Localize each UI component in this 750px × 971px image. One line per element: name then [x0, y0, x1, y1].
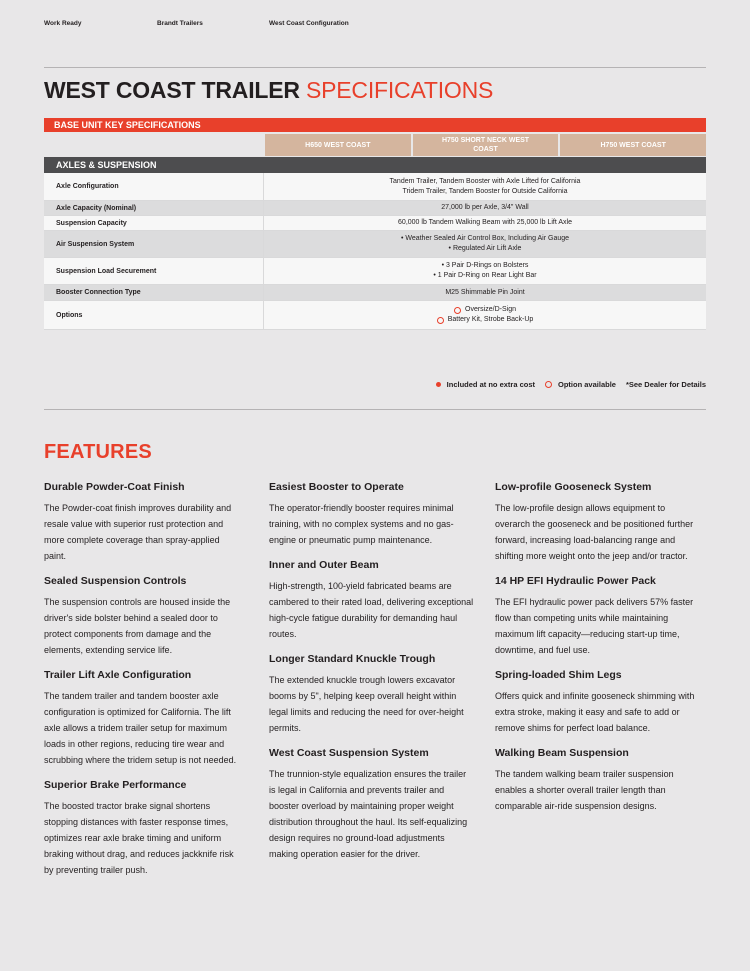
title-main: WEST COAST TRAILER: [44, 77, 300, 103]
feature-heading: Durable Powder-Coat Finish: [44, 481, 185, 493]
feature-heading: Low-profile Gooseneck System: [495, 481, 652, 493]
feature-heading: Spring-loaded Shim Legs: [495, 669, 622, 681]
page-title: [44, 77, 493, 104]
features-column-3: [495, 481, 700, 825]
features-title: FEATURES: [44, 441, 152, 463]
option-available-icon: [454, 307, 461, 314]
option-ring-icon: [545, 381, 552, 388]
divider: [44, 67, 706, 68]
feature-heading: 14 HP EFI Hydraulic Power Pack: [495, 575, 656, 587]
spec-row: Axle Configuration Tandem Trailer, Tandem Booster with Axle Lifted for California Tridem Trailer, Tandem Booster for Outside California: [44, 173, 706, 201]
included-dot-icon: [436, 382, 441, 387]
feature-heading: West Coast Suspension System: [269, 747, 429, 759]
spec-row: Booster Connection Type M25 Shimmable Pin Joint: [44, 285, 706, 301]
feature-text: High-strength, 100-yield fabricated beams are cambered to their rated load, delivering exceptional high-cycle fatigue durability for demanding haul routes.: [269, 581, 474, 639]
feature-text: The EFI hydraulic power pack delivers 57% faster flow than competing units while maintaining maximum lift capacity—reducing start-up time, downtime, and fuel use.: [495, 597, 694, 655]
feature-text: The extended knuckle trough lowers excavator booms by 5", helping keep overall height within legal limits and reducing the need for over-height permits.: [269, 675, 464, 733]
feature-text: The boosted tractor brake signal shortens stopping distances with faster response times, optimizes rear axle brake timing and uniform braking without drag, and reduces jackknife risk by preventing trailer push.: [44, 801, 234, 875]
spec-row: Suspension Load Securement • 3 Pair D-Rings on Bolsters • 1 Pair D-Ring on Rear Light Bar: [44, 258, 706, 285]
model-h750: H750 WEST COAST: [558, 132, 706, 156]
legend: Included at no extra cost Option available *See Dealer for Details: [436, 380, 706, 389]
feature-heading: Easiest Booster to Operate: [269, 481, 404, 493]
title-accent: SPECIFICATIONS: [305, 77, 494, 103]
feature-heading: Sealed Suspension Controls: [44, 575, 187, 587]
feature-text: The trunnion-style equalization ensures the trailer is legal in California and prevents trailer and booster overload by maintaining proper weight distribution throughout the haul. Its self-equalizing design requires no ground-load adjustments making operation easier for the driver.: [269, 769, 468, 859]
option-available-icon: [437, 317, 444, 324]
spec-row: Air Suspension System • Weather Sealed Air Control Box, Including Air Gauge • Regulated Air Lift Axle: [44, 231, 706, 258]
feature-heading: Superior Brake Performance: [44, 779, 187, 791]
feature-heading: Inner and Outer Beam: [269, 559, 379, 571]
nav-west-coast-configuration[interactable]: West Coast Configuration: [269, 20, 349, 27]
feature-text: The low-profile design allows equipment to overarch the gooseneck and be positioned further forward, increasing load-balancing range and shifting more weight onto the jeep and/or tractor.: [495, 503, 694, 561]
feature-heading: Longer Standard Knuckle Trough: [269, 653, 436, 665]
features-column-1: [44, 481, 244, 889]
base-unit-header: BASE UNIT KEY SPECIFICATIONS: [44, 118, 706, 132]
feature-text: The Powder-coat finish improves durability and resale value with superior rust protection and more complete coverage than spray-applied paint.: [44, 503, 232, 561]
feature-heading: Walking Beam Suspension: [495, 747, 629, 759]
model-h750-short-neck: H750 SHORT NECK WEST COAST: [411, 132, 559, 156]
model-header-row: [44, 132, 706, 156]
feature-text: Offers quick and infinite gooseneck shimming with extra stroke, making it easy and safe to add or remove shims for perfect load balance.: [495, 691, 695, 733]
section-header: AXLES & SUSPENSION: [44, 157, 706, 173]
spec-row: Axle Capacity (Nominal) 27,000 lb per Axle, 3/4" Wall: [44, 201, 706, 216]
divider: [44, 409, 706, 410]
spec-row: Options Oversize/D-Sign Battery Kit, Strobe Back-Up: [44, 301, 706, 330]
nav-brandt-trailers[interactable]: Brandt Trailers: [157, 20, 203, 27]
feature-text: The tandem trailer and tandem booster axle configuration is optimized for California. The lift axle allows a tridem trailer setup for maximum loads in other regions, reducing tire wear and scrubbing where the tridem setup is not needed.: [44, 691, 237, 765]
feature-text: The operator-friendly booster requires minimal training, with no complex systems and no gas-engine or pneumatic pump maintenance.: [269, 503, 454, 545]
features-column-2: [269, 481, 474, 873]
model-h650: H650 WEST COAST: [263, 132, 411, 156]
feature-heading: Trailer Lift Axle Configuration: [44, 669, 192, 681]
nav-work-ready[interactable]: Work Ready: [44, 20, 82, 27]
feature-text: The tandem walking beam trailer suspension enables a shorter overall trailer length than comparable air-ride suspension designs.: [495, 769, 674, 811]
spec-table: [44, 118, 706, 330]
feature-text: The suspension controls are housed inside the driver's side bolster behind a sealed door to protect components from damage and the elements, extending service life.: [44, 597, 231, 655]
spec-row: Suspension Capacity 60,000 lb Tandem Walking Beam with 25,000 lb Lift Axle: [44, 216, 706, 231]
